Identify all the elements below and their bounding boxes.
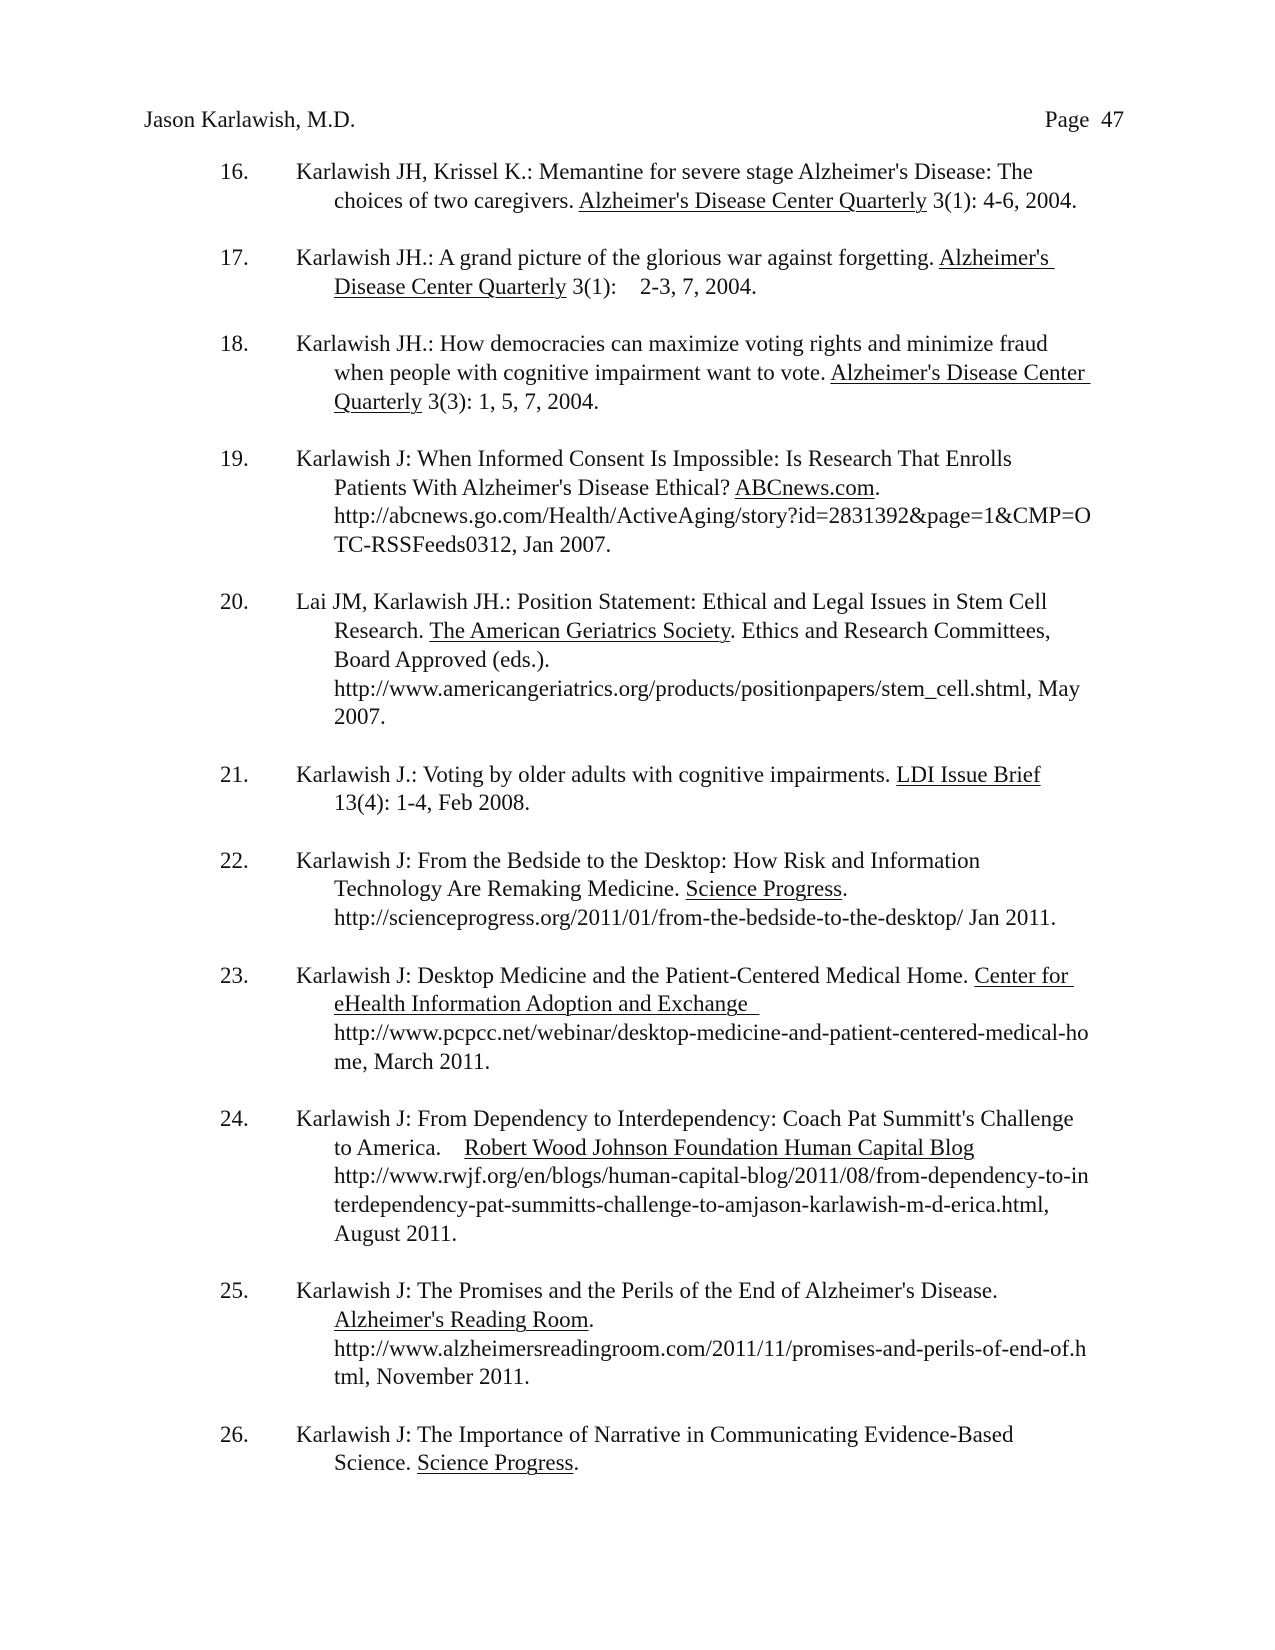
entry-line (296, 1421, 1158, 1450)
journal-link[interactable]: Alzheimer's Reading Room (334, 1306, 589, 1332)
entry-line (296, 330, 1158, 359)
entry-text (296, 588, 1158, 732)
journal-link[interactable]: The American Geriatrics Society (429, 618, 730, 644)
entry-line (334, 359, 1158, 388)
citation-text: Karlawish JH.: How democracies can maximize voting rights and minimize fraud (296, 331, 1048, 357)
citation-text: http://abcnews.go.com/Health/ActiveAging/story?id=2831392&page=1&CMP=O (334, 503, 1091, 529)
entry-line (296, 445, 1158, 474)
entry-line (334, 617, 1158, 646)
entry-line (296, 847, 1158, 876)
entry-line (296, 244, 1158, 273)
citation-text: Research. (334, 618, 430, 644)
publication-entry (220, 1421, 1158, 1478)
entry-number: 24. (220, 1106, 249, 1132)
entry-line (296, 588, 1158, 617)
journal-link[interactable]: eHealth Information Adoption and Exchange (334, 991, 760, 1017)
journal-link[interactable]: ABCnews.com (734, 474, 875, 500)
citation-text: Karlawish J: From Dependency to Interdependency: Coach Pat Summitt's Challenge (296, 1106, 1074, 1132)
entry-line (334, 646, 1158, 675)
entry-line (334, 388, 1158, 417)
citation-text: http://www.americangeriatrics.org/products/positionpapers/stem_cell.shtml, May (334, 675, 1081, 701)
entry-line (334, 1220, 1158, 1249)
journal-link[interactable]: Quarterly (334, 388, 423, 414)
entry-text (296, 1105, 1158, 1249)
publication-entry (220, 330, 1158, 416)
citation-text: . (573, 1450, 580, 1476)
entry-text (296, 1277, 1158, 1392)
entry-line (334, 1048, 1158, 1077)
citation-text: . (588, 1306, 595, 1332)
entry-number: 18. (220, 331, 249, 357)
journal-link[interactable]: LDI Issue Brief (896, 761, 1041, 787)
page-header (144, 104, 1124, 136)
citation-text: 3(1): 4-6, 2004. (926, 187, 1078, 213)
entry-line (334, 531, 1158, 560)
publication-entry (220, 1105, 1158, 1249)
entry-line (296, 962, 1158, 991)
entry-number: 21. (220, 761, 249, 787)
journal-link[interactable]: Center for (974, 962, 1074, 988)
page-number: Page 47 (1044, 107, 1124, 132)
citation-text: . (842, 876, 848, 902)
citation-text: Karlawish J: From the Bedside to the Desktop: How Risk and Information (296, 847, 981, 873)
journal-link[interactable]: Alzheimer's (938, 245, 1055, 271)
entry-text (296, 847, 1158, 933)
entry-line (334, 904, 1158, 933)
publication-entry (220, 761, 1158, 818)
citation-text: Karlawish JH, Krissel K.: Memantine for severe stage Alzheimer's Disease: The (296, 159, 1033, 184)
citation-text: http://www.rwjf.org/en/blogs/human-capital-blog/2011/08/from-dependency-to-in (334, 1163, 1089, 1189)
journal-link[interactable]: Science Progress (417, 1450, 574, 1476)
entry-number: 23. (220, 962, 249, 988)
entry-text (296, 158, 1158, 215)
entry-line (334, 1134, 1158, 1163)
publication-entry (220, 588, 1158, 732)
entry-line (334, 1191, 1158, 1220)
entry-number: 25. (220, 1278, 249, 1304)
citation-text: Karlawish J: The Importance of Narrative in Communicating Evidence-Based (296, 1421, 1014, 1447)
entry-line (334, 990, 1158, 1019)
citation-text: tml, November 2011. (334, 1364, 530, 1390)
publication-entry (220, 1277, 1158, 1392)
citation-text: . (874, 474, 881, 500)
publication-entry (220, 445, 1158, 560)
entry-line (334, 1019, 1158, 1048)
entry-line (296, 1277, 1158, 1306)
citation-text: 13(4): 1-4, Feb 2008. (334, 790, 531, 816)
entry-text (296, 445, 1158, 560)
citation-text: Karlawish J: Desktop Medicine and the Patient-Centered Medical Home. (296, 962, 975, 988)
citation-text: when people with cognitive impairment want to vote. (334, 359, 831, 385)
journal-link[interactable]: Disease Center Quarterly (334, 273, 567, 299)
citation-text: Lai JM, Karlawish JH.: Position Statement: Ethical and Legal Issues in Stem Cell (296, 589, 1048, 615)
citation-text: terdependency-pat-summitts-challenge-to-amjason-karlawish-m-d-erica.html, (334, 1192, 1050, 1218)
entry-line (334, 789, 1158, 818)
journal-link[interactable]: Robert Wood Johnson Foundation Human Capital Blog (464, 1134, 975, 1160)
publication-entry (220, 847, 1158, 933)
citation-text: http://www.alzheimersreadingroom.com/2011/11/promises-and-perils-of-end-of.h (334, 1335, 1087, 1361)
citation-text: choices of two caregivers. (334, 187, 579, 213)
author-name: Jason Karlawish, M.D. (144, 107, 356, 132)
citation-text: August 2011. (334, 1220, 458, 1246)
entry-number: 22. (220, 847, 249, 873)
journal-link[interactable]: Alzheimer's Disease Center (830, 359, 1091, 385)
citation-text: me, March 2011. (334, 1048, 491, 1074)
entry-line (334, 1306, 1158, 1335)
citation-text: Board Approved (eds.). (334, 646, 550, 672)
entry-number: 17. (220, 245, 249, 271)
citation-text: . Ethics and Research Committees, (729, 618, 1051, 644)
entry-line (334, 703, 1158, 732)
citation-text: 3(3): 1, 5, 7, 2004. (422, 388, 600, 414)
entry-number: 26. (220, 1421, 249, 1447)
entry-line (296, 158, 1158, 187)
entry-text (296, 244, 1158, 301)
citation-text: 3(1): 2-3, 7, 2004. (566, 273, 757, 299)
entry-line (334, 273, 1158, 302)
citation-text: 2007. (334, 704, 386, 730)
citation-text: Patients With Alzheimer's Disease Ethical? (334, 474, 735, 500)
entry-text (296, 962, 1158, 1077)
entry-line (296, 1105, 1158, 1134)
entry-line (296, 761, 1158, 790)
citation-text: http://www.pcpcc.net/webinar/desktop-medicine-and-patient-centered-medical-ho (334, 1019, 1089, 1045)
entry-text (296, 761, 1158, 818)
citation-text: TC-RSSFeeds0312, Jan 2007. (334, 532, 612, 558)
entry-number: 16. (220, 159, 249, 184)
entry-line (334, 1449, 1158, 1478)
publication-entry (220, 962, 1158, 1077)
entry-line (334, 1162, 1158, 1191)
journal-link[interactable]: Alzheimer's Disease Center Quarterly (578, 187, 927, 213)
citation-text: Karlawish J: The Promises and the Perils of the End of Alzheimer's Disease. (296, 1278, 998, 1304)
entry-line (334, 502, 1158, 531)
citation-text: to America. (334, 1134, 465, 1160)
entry-line (334, 1335, 1158, 1364)
entry-number: 19. (220, 445, 249, 471)
citation-text: Science. (334, 1450, 418, 1476)
publication-list (220, 158, 1158, 1507)
entry-line (334, 1363, 1158, 1392)
entry-number: 20. (220, 589, 249, 615)
publication-entry (220, 244, 1158, 301)
citation-text: Karlawish JH.: A grand picture of the glorious war against forgetting. (296, 245, 939, 271)
entry-line (334, 187, 1158, 216)
citation-text: http://scienceprogress.org/2011/01/from-the-bedside-to-the-desktop/ Jan 2011. (334, 905, 1057, 931)
publication-entry (220, 158, 1158, 215)
entry-line (334, 875, 1158, 904)
entry-line (334, 675, 1158, 704)
journal-link[interactable]: Science Progress (685, 876, 843, 902)
entry-line (334, 474, 1158, 503)
entry-text (296, 330, 1158, 416)
citation-text: Technology Are Remaking Medicine. (334, 876, 686, 902)
citation-text: Karlawish J.: Voting by older adults with cognitive impairments. (296, 761, 897, 787)
entry-text (296, 1421, 1158, 1478)
citation-text: Karlawish J: When Informed Consent Is Impossible: Is Research That Enrolls (296, 445, 1012, 471)
